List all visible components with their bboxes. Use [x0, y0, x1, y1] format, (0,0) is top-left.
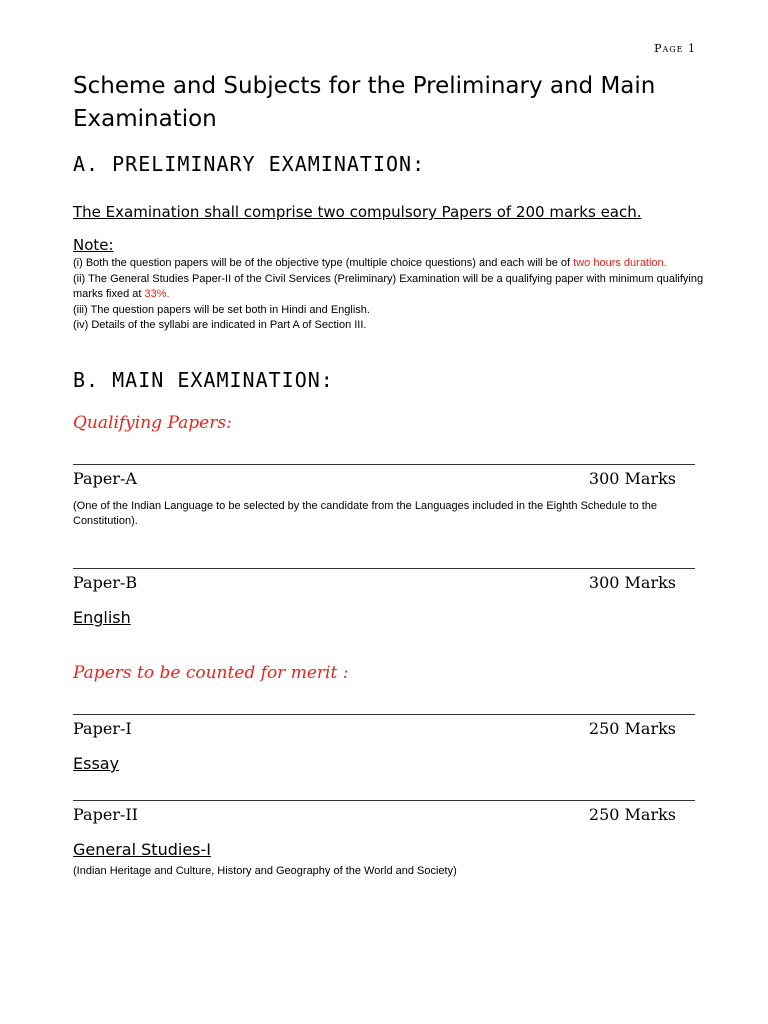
paper-1-name: Paper-I: [73, 719, 132, 738]
paper-b-marks: 300 Marks: [588, 573, 676, 592]
note-label: Note:: [73, 236, 114, 254]
note-item: (iii) The question papers will be set both in Hindi and English.: [73, 303, 370, 316]
paper-2-description: (Indian Heritage and Culture, History and Geography of the World and Society): [73, 865, 457, 877]
paper-2-subject: General Studies-I: [73, 840, 211, 859]
section-b-heading: B. MAIN EXAMINATION:: [73, 368, 334, 392]
note-text: (ii) The General Studies Paper-II of the Civil Services (Preliminary) Examination will be a qualifying paper with minimum qualifying marks fixed at: [73, 272, 704, 301]
divider: [73, 464, 695, 465]
paper-b-name: Paper-B: [73, 573, 138, 592]
note-item: (iv) Details of the syllabi are indicated in Part A of Section III.: [73, 319, 367, 332]
note-item: [73, 272, 708, 303]
divider: [73, 800, 695, 801]
paper-a-marks: 300 Marks: [588, 469, 676, 488]
note-highlight: 33%.: [144, 288, 170, 301]
divider: [73, 568, 695, 569]
page-number: Page 1: [654, 42, 696, 55]
qualifying-papers-heading: Qualifying Papers:: [73, 413, 232, 433]
paper-2-marks: 250 Marks: [588, 805, 676, 824]
note-item: [73, 256, 708, 272]
paper-1-subject: Essay: [73, 754, 120, 773]
section-a-heading: A. PRELIMINARY EXAMINATION:: [73, 152, 426, 176]
notes-list: [73, 256, 708, 334]
paper-a-description: (One of the Indian Language to be selected by the candidate from the Languages included in the Eighth Schedule to the Constitution).: [73, 500, 658, 527]
paper-2-name: Paper-II: [73, 805, 138, 824]
preliminary-lead: The Examination shall comprise two compulsory Papers of 200 marks each.: [73, 203, 642, 221]
divider: [73, 714, 695, 715]
note-text: (i) Both the question papers will be of the objective type (multiple choice questions) and each will be of: [73, 257, 574, 269]
paper-a-name: Paper-A: [73, 469, 137, 488]
note-highlight: two hours duration.: [573, 257, 667, 269]
merit-papers-heading: Papers to be counted for merit :: [73, 663, 349, 683]
paper-1-marks: 250 Marks: [588, 719, 676, 738]
page-title: Scheme and Subjects for the Preliminary and Main Examination: [73, 73, 656, 132]
paper-b-subject: English: [73, 608, 131, 627]
